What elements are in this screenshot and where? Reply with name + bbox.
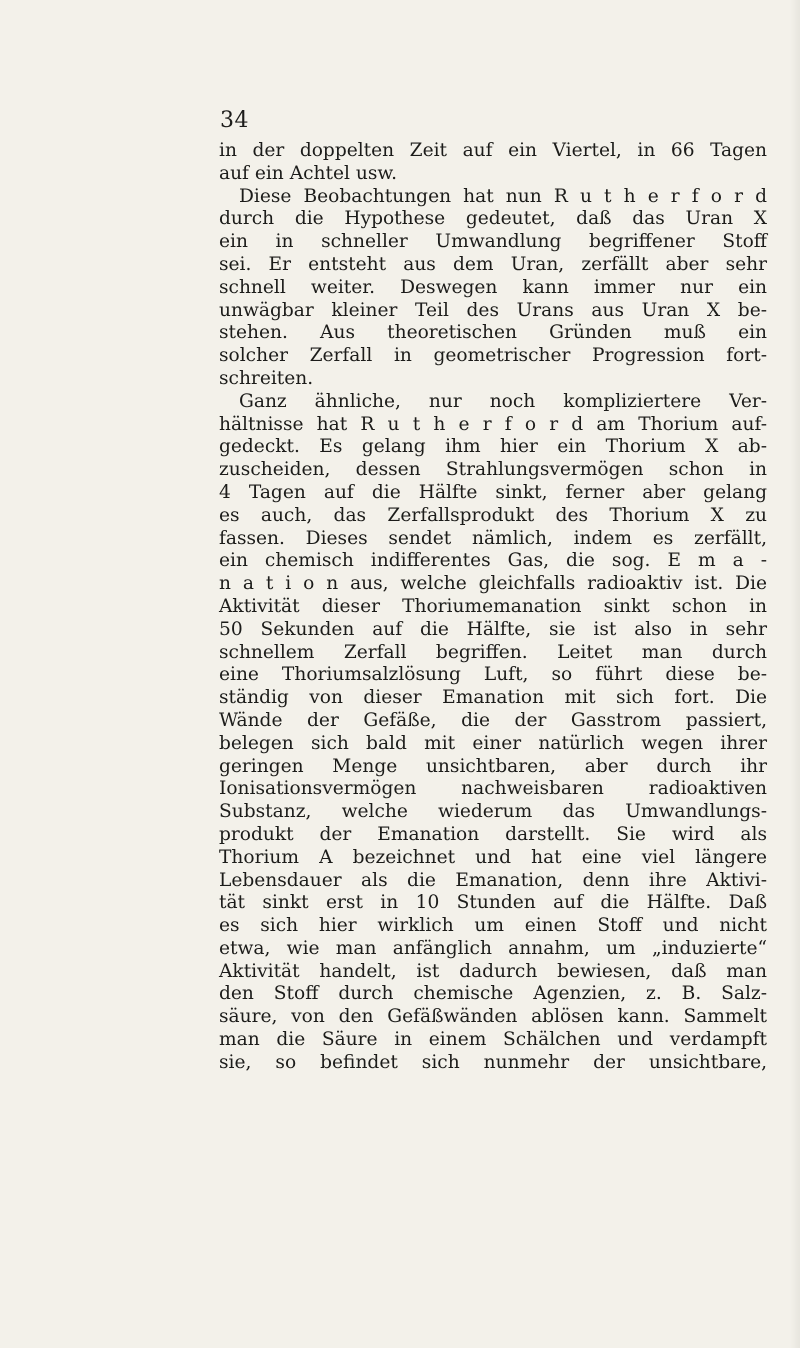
text-line: zuscheiden, dessen Strahlungsvermögen schon in: [219, 459, 767, 481]
page-number: 34: [220, 108, 249, 133]
text-line: ein chemisch indifferentes Gas, die sog. E m a -: [219, 550, 767, 572]
text-line: etwa, wie man anfänglich annahm, um „induzierte“: [219, 937, 767, 959]
text-line: geringen Menge unsichtbaren, aber durch ihr: [219, 755, 767, 777]
text-line: unwägbar kleiner Teil des Urans aus Uran X be-: [219, 299, 767, 321]
text-line: tät sinkt erst in 10 Stunden auf die Hälfte. Daß: [219, 892, 767, 914]
text-line: schnellem Zerfall begriffen. Leitet man durch: [219, 641, 767, 663]
text-line: ständig von dieser Emanation mit sich fort. Die: [219, 687, 767, 709]
page-edge-shadow: [790, 0, 800, 1348]
text-line: schnell weiter. Deswegen kann immer nur ein: [219, 276, 767, 298]
text-line: auf ein Achtel usw.: [219, 162, 397, 184]
text-line: n a t i o n aus, welche gleichfalls radioaktiv ist. Die: [219, 573, 767, 595]
text-line: es auch, das Zerfallsprodukt des Thorium X zu: [219, 504, 767, 526]
text-line: gedeckt. Es gelang ihm hier ein Thorium X ab-: [219, 436, 767, 458]
text-line: Substanz, welche wiederum das Umwandlungs-: [219, 801, 767, 823]
text-line: Thorium A bezeichnet und hat eine viel längere: [219, 846, 767, 868]
text-line: sie, so befindet sich nunmehr der unsichtbare,: [219, 1051, 767, 1073]
text-line: man die Säure in einem Schälchen und verdampft: [219, 1029, 767, 1051]
text-line: stehen. Aus theoretischen Gründen muß ein: [219, 322, 767, 344]
text-line: durch die Hypothese gedeutet, daß das Uran X: [219, 208, 767, 230]
text-line: Wände der Gefäße, die der Gasstrom passiert,: [219, 709, 767, 731]
text-line: Lebensdauer als die Emanation, denn ihre Aktivi-: [219, 869, 767, 891]
text-line: 4 Tagen auf die Hälfte sinkt, ferner aber gelang: [219, 481, 767, 503]
text-line: Ganz ähnliche, nur noch kompliziertere Ver-: [239, 390, 767, 412]
text-line: es sich hier wirklich um einen Stoff und nicht: [219, 915, 767, 937]
text-line: Aktivität dieser Thoriumemanation sinkt schon in: [219, 595, 767, 617]
text-line: in der doppelten Zeit auf ein Viertel, in 66 Tagen: [219, 140, 767, 161]
text-line: Ionisationsvermögen nachweisbaren radioaktiven: [219, 778, 767, 800]
text-line: produkt der Emanation darstellt. Sie wird als: [219, 823, 767, 845]
text-line: schreiten.: [219, 367, 314, 389]
text-line: Diese Beobachtungen hat nun R u t h e r f o r d: [239, 185, 767, 207]
body-text: [219, 140, 767, 1075]
text-line: ein in schneller Umwandlung begriffener Stoff: [219, 231, 767, 253]
text-line: säure, von den Gefäßwänden ablösen kann. Sammelt: [219, 1006, 767, 1028]
text-line: belegen sich bald mit einer natürlich wegen ihrer: [219, 732, 767, 754]
text-line: den Stoff durch chemische Agenzien, z. B. Salz-: [219, 983, 767, 1005]
text-line: hältnisse hat R u t h e r f o r d am Thorium auf-: [219, 413, 767, 435]
text-line: sei. Er entsteht aus dem Uran, zerfällt aber sehr: [219, 253, 767, 275]
text-line: 50 Sekunden auf die Hälfte, sie ist also in sehr: [219, 618, 767, 640]
text-line: fassen. Dieses sendet nämlich, indem es zerfällt,: [219, 527, 767, 549]
text-line: Aktivität handelt, ist dadurch bewiesen, daß man: [219, 960, 767, 982]
text-line: eine Thoriumsalzlösung Luft, so führt diese be-: [219, 664, 767, 686]
text-line: solcher Zerfall in geometrischer Progression fort-: [219, 345, 767, 367]
